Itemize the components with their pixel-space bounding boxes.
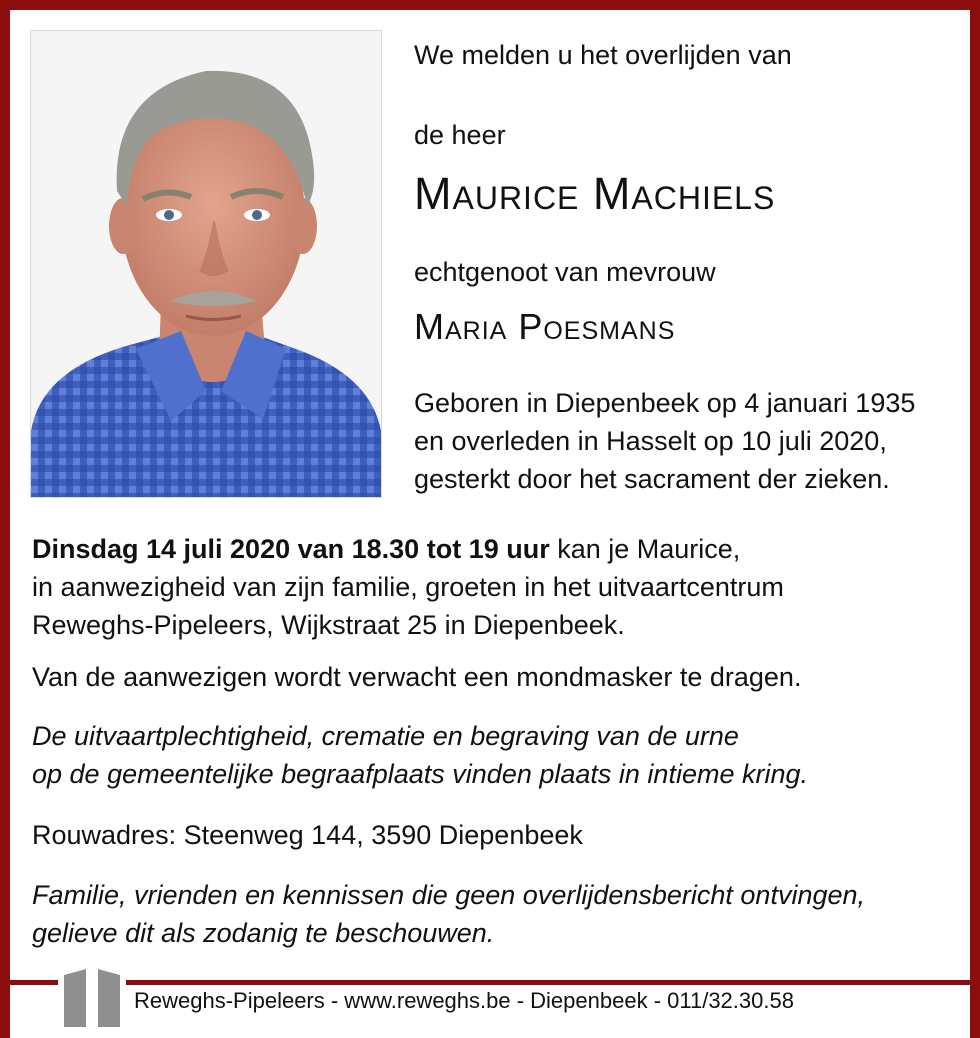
- visitation-datetime: Dinsdag 14 juli 2020 van 18.30 tot 19 uur: [32, 534, 550, 564]
- funeral-home-logo-icon: [58, 965, 126, 1029]
- ceremony-line-2: op de gemeentelijke begraafplaats vinden plaats in intieme kring.: [32, 759, 808, 789]
- intro-text: We melden u het overlijden van: [414, 40, 792, 70]
- ceremony-paragraph: [32, 717, 808, 793]
- visitation-paragraph: [32, 530, 784, 644]
- family-line-2: gelieve dit als zodanig te beschouwen.: [32, 918, 495, 948]
- honorific: de heer: [414, 120, 506, 150]
- family-line-1: Familie, vrienden en kennissen die geen overlijdensbericht ontvingen,: [32, 880, 866, 910]
- footer-contact: Reweghs-Pipeleers - www.reweghs.be - Diepenbeek - 011/32.30.58: [134, 988, 794, 1013]
- mourning-address: Rouwadres: Steenweg 144, 3590 Diepenbeek: [32, 820, 583, 850]
- visitation-line-2: in aanwezigheid van zijn familie, groeten in het uitvaartcentrum: [32, 572, 784, 602]
- spouse-name: Maria Poesmans: [414, 306, 676, 347]
- visitation-line-3: Reweghs-Pipeleers, Wijkstraat 25 in Diepenbeek.: [32, 610, 625, 640]
- mask-notice: Van de aanwezigen wordt verwacht een mondmasker te dragen.: [32, 662, 802, 692]
- portrait-photo: [30, 30, 382, 498]
- portrait-image: [31, 31, 381, 497]
- deceased-name: Maurice Machiels: [414, 168, 776, 219]
- birth-death-details: [414, 384, 915, 498]
- obituary-card: [10, 10, 970, 1038]
- footer-divider: [10, 980, 970, 985]
- birth-line: Geboren in Diepenbeek op 4 januari 1935: [414, 388, 916, 418]
- sacrament-line: gesterkt door het sacrament der zieken.: [414, 464, 890, 494]
- family-notice: [32, 876, 865, 952]
- visitation-text: kan je Maurice,: [549, 534, 741, 564]
- spouse-intro: echtgenoot van mevrouw: [414, 257, 716, 287]
- death-line: en overleden in Hasselt op 10 juli 2020,: [414, 426, 887, 456]
- ceremony-line-1: De uitvaartplechtigheid, crematie en begraving van de urne: [32, 721, 739, 751]
